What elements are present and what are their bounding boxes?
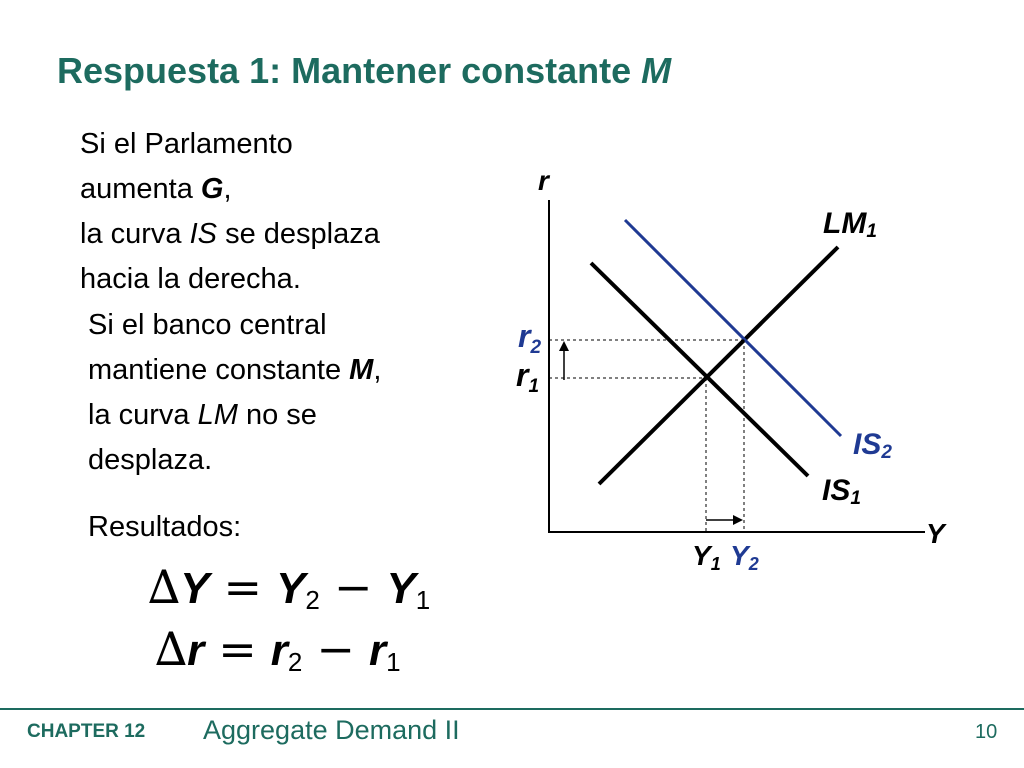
footer-divider — [0, 708, 1024, 710]
footer-chapter: CHAPTER 12 — [27, 721, 146, 742]
title-variable: M — [641, 50, 672, 91]
is1-label: IS1 — [822, 474, 861, 509]
para1-line4: hacia la derecha. — [80, 263, 301, 295]
r2-label: r2 — [518, 318, 542, 358]
para1-line3: la curva IS se desplaza — [80, 218, 380, 250]
y2-label: Y2 — [730, 540, 759, 574]
title-text: Respuesta 1: Mantener constante — [57, 50, 642, 91]
para2-line2: mantiene constante M, — [88, 354, 382, 386]
lm1-label: LM1 — [823, 207, 877, 242]
y-axis-label: r — [538, 165, 549, 196]
lm1-curve — [599, 247, 838, 484]
footer-title: Aggregate Demand II — [203, 715, 460, 745]
equation-delta-y: $\Delta Y = Y_2 - Y_1$ — [148, 560, 431, 615]
equation-delta-r: $\Delta r = r_2 - r_1$ — [155, 622, 401, 677]
para1-line1: Si el Parlamento — [80, 128, 293, 160]
para2-line3: la curva LM no se — [88, 399, 317, 431]
x-axis-label: Y — [926, 518, 945, 549]
para1-line2: aumenta G, — [80, 173, 232, 205]
results-heading: Resultados: — [88, 511, 242, 543]
page-number: 10 — [975, 721, 998, 743]
is2-label: IS2 — [853, 428, 892, 463]
r1-label: r1 — [516, 357, 540, 397]
y1-label: Y1 — [692, 540, 721, 574]
para2-line4: desplaza. — [88, 444, 213, 476]
para2-line1: Si el banco central — [88, 309, 327, 341]
